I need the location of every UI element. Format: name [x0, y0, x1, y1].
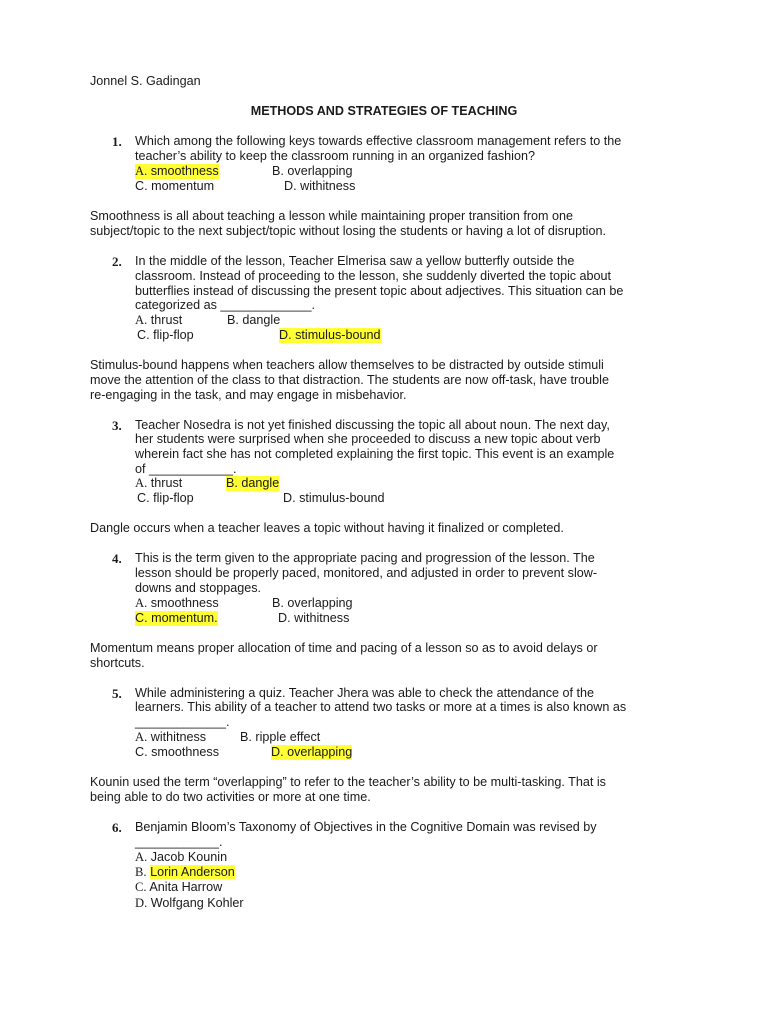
question-number: 5. — [112, 686, 122, 701]
question-number: 1. — [112, 134, 122, 149]
question-text-line: Teacher Nosedra is not yet finished discussing the topic all about noun. The next day, — [135, 418, 610, 432]
question-text-line: learners. This ability of a teacher to attend two tasks or more at a times is also known as — [135, 700, 627, 714]
question-text-line: of ____________. — [135, 462, 237, 476]
question-number: 2. — [112, 254, 122, 269]
option-a: A. withitness — [135, 730, 207, 744]
option-c: C. smoothness — [135, 745, 219, 759]
explanation-line: subject/topic to the next subject/topic without losing the students or having a lot of disruption. — [90, 224, 606, 238]
option-b: B. overlapping — [272, 164, 353, 178]
question-text-line: categorized as _____________. — [135, 298, 315, 312]
question-number: 3. — [112, 418, 122, 433]
question-text-line: In the middle of the lesson, Teacher Elmerisa saw a yellow butterfly outside the — [135, 254, 575, 268]
explanation-line: shortcuts. — [90, 656, 145, 670]
option-b: B. dangle — [227, 313, 281, 327]
option-d: D. withitness — [284, 179, 356, 193]
option-a: A. thrust — [135, 313, 183, 327]
explanation-line: re-engaging in the task, and may engage in misbehavior. — [90, 388, 407, 402]
option-d-answer: D. overlapping — [271, 745, 353, 759]
question-text-line: Which among the following keys towards effective classroom management refers to the — [135, 134, 622, 148]
question-text-line: This is the term given to the appropriate pacing and progression of the lesson. The — [135, 551, 595, 565]
explanation-line: move the attention of the class to that distraction. The students are now off-task, have trouble — [90, 373, 609, 387]
question-text-line: ____________. — [135, 835, 223, 849]
option-c: C. momentum — [135, 179, 215, 193]
option-a: A. Jacob Kounin — [135, 850, 228, 864]
option-b-answer: B. Lorin Anderson — [135, 865, 235, 879]
explanation-line: being able to do two activities or more at one time. — [90, 790, 371, 804]
option-d: D. Wolfgang Kohler — [135, 896, 244, 910]
option-a: A. thrust — [135, 476, 183, 490]
option-c: C. flip-flop — [137, 491, 194, 505]
question-text-line: her students were surprised when she proceeded to discuss a new topic about verb — [135, 432, 601, 446]
option-b: B. overlapping — [272, 596, 353, 610]
option-d-answer: D. stimulus-bound — [279, 328, 381, 342]
explanation-line: Dangle occurs when a teacher leaves a topic without having it finalized or completed. — [90, 521, 564, 535]
explanation-line: Kounin used the term “overlapping” to refer to the teacher’s ability to be multi-tasking. That is — [90, 775, 606, 789]
option-c-answer: C. momentum. — [135, 611, 218, 625]
option-a-answer: A. smoothness — [135, 164, 219, 178]
explanation-line: Smoothness is all about teaching a lesson while maintaining proper transition from one — [90, 209, 574, 223]
question-text-line: lesson should be properly paced, monitored, and adjusted in order to prevent slow- — [135, 566, 598, 580]
option-c: C. Anita Harrow — [135, 880, 223, 894]
explanation-line: Momentum means proper allocation of time and pacing of a lesson so as to avoid delays or — [90, 641, 598, 655]
question-text-line: _____________. — [135, 715, 230, 729]
option-c: C. flip-flop — [137, 328, 194, 342]
option-b-answer: B. dangle — [226, 476, 280, 490]
option-d: D. withitness — [278, 611, 350, 625]
question-text-line: downs and stoppages. — [135, 581, 262, 595]
question-number: 6. — [112, 820, 122, 835]
document-title: METHODS AND STRATEGIES OF TEACHING — [250, 104, 518, 118]
question-text-line: wherein fact she has not completed explaining the first topic. This event is an example — [135, 447, 615, 461]
option-b: B. ripple effect — [240, 730, 321, 744]
option-d: D. stimulus-bound — [283, 491, 385, 505]
question-text-line: classroom. Instead of proceeding to the lesson, she suddenly diverted the topic about — [135, 269, 612, 283]
option-a: A. smoothness — [135, 596, 219, 610]
question-text-line: While administering a quiz. Teacher Jhera was able to check the attendance of the — [135, 686, 595, 700]
explanation-line: Stimulus-bound happens when teachers allow themselves to be distracted by outside stimuli — [90, 358, 604, 372]
question-text-line: teacher’s ability to keep the classroom running in an organized fashion? — [135, 149, 535, 163]
question-text-line: butterflies instead of discussing the present topic about adjectives. This situation can be — [135, 284, 624, 298]
question-text-line: Benjamin Bloom’s Taxonomy of Objectives in the Cognitive Domain was revised by — [135, 820, 597, 834]
author-name: Jonnel S. Gadingan — [90, 74, 201, 88]
question-number: 4. — [112, 551, 122, 566]
